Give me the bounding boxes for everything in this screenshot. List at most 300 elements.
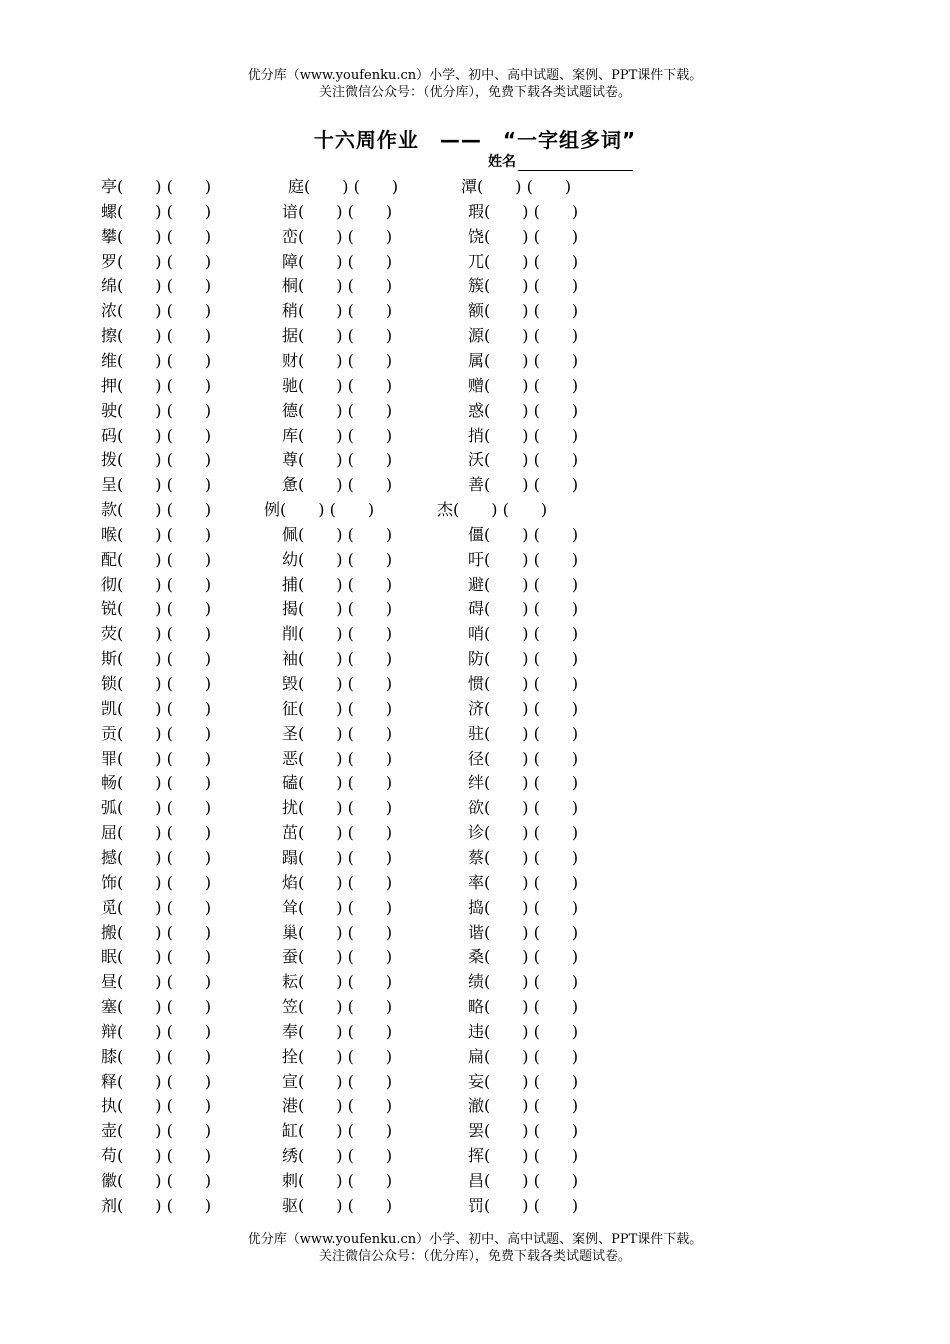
word-cell[interactable] — [468, 1143, 578, 1168]
word-cell[interactable] — [101, 348, 211, 373]
answer-blanks[interactable]: ( ) ( ) — [298, 226, 393, 246]
character: 眠 — [101, 947, 118, 967]
answer-blanks[interactable]: ( ) ( ) — [484, 823, 579, 843]
word-row — [0, 1044, 950, 1069]
character: 徽 — [101, 1171, 118, 1190]
word-cell[interactable] — [468, 621, 578, 646]
answer-blanks[interactable]: ( ) ( ) — [484, 201, 579, 221]
word-cell[interactable] — [468, 423, 578, 448]
word-cell[interactable] — [468, 721, 578, 746]
answer-blanks[interactable]: ( ) ( ) — [117, 897, 212, 917]
answer-blanks[interactable]: ( ) ( ) — [484, 847, 579, 867]
word-cell[interactable] — [282, 547, 392, 572]
answer-blanks[interactable]: ( ) ( ) — [484, 326, 579, 346]
answer-blanks[interactable]: ( ) ( ) — [117, 922, 212, 942]
answer-blanks[interactable]: ( ) ( ) — [117, 748, 212, 768]
character: 港 — [282, 1096, 299, 1116]
character: 妄 — [468, 1071, 485, 1091]
answer-blanks[interactable]: ( ) ( ) — [484, 1021, 579, 1041]
answer-blanks[interactable]: ( ) ( ) — [117, 425, 212, 445]
word-cell[interactable] — [468, 845, 578, 870]
character: 额 — [468, 301, 485, 321]
answer-blanks[interactable]: ( ) ( ) — [484, 798, 579, 818]
answer-blanks[interactable]: ( ) ( ) — [117, 450, 212, 470]
word-cell[interactable] — [101, 522, 211, 547]
word-cell[interactable] — [282, 1193, 392, 1218]
answer-blanks[interactable]: ( ) ( ) — [484, 524, 579, 544]
word-cell[interactable] — [468, 1118, 578, 1143]
answer-blanks[interactable]: ( ) ( ) — [298, 922, 393, 942]
answer-blanks[interactable]: ( ) ( ) — [298, 698, 393, 718]
answer-blanks[interactable]: ( ) ( ) — [117, 276, 212, 296]
answer-blanks[interactable]: ( ) ( ) — [117, 624, 212, 644]
answer-blanks[interactable]: ( ) ( ) — [484, 748, 579, 768]
word-row — [0, 820, 950, 845]
answer-blanks[interactable]: ( ) ( ) — [484, 922, 579, 942]
answer-blanks[interactable]: ( ) ( ) — [484, 549, 579, 569]
answer-blanks[interactable]: ( ) ( ) — [484, 1096, 579, 1116]
answer-blanks[interactable]: ( ) ( ) — [298, 847, 393, 867]
word-cell[interactable] — [282, 249, 392, 274]
answer-blanks[interactable]: ( ) ( ) — [298, 872, 393, 892]
word-row — [0, 373, 950, 398]
answer-blanks[interactable]: ( ) ( ) — [117, 375, 212, 395]
word-cell[interactable] — [468, 572, 578, 597]
answer-blanks[interactable]: ( ) ( ) — [298, 1071, 393, 1091]
word-cell[interactable] — [468, 249, 578, 274]
word-cell[interactable] — [101, 1069, 211, 1094]
answer-blanks[interactable]: ( ) ( ) — [298, 997, 393, 1017]
word-cell[interactable] — [101, 1143, 211, 1168]
word-cell[interactable] — [468, 447, 578, 472]
character: 桑 — [468, 947, 485, 967]
answer-blanks[interactable]: ( ) ( ) — [484, 972, 579, 992]
word-cell[interactable] — [282, 820, 392, 845]
character: 屈 — [101, 823, 118, 843]
word-cell[interactable] — [282, 920, 392, 945]
answer-blanks[interactable]: ( ) ( ) — [117, 475, 212, 495]
word-cell[interactable] — [101, 746, 211, 771]
word-cell[interactable] — [101, 174, 211, 199]
character: 惯 — [468, 674, 485, 693]
word-cell[interactable] — [101, 447, 211, 472]
answer-blanks[interactable]: ( ) ( ) — [484, 1195, 579, 1215]
word-cell[interactable] — [468, 920, 578, 945]
word-cell[interactable] — [282, 273, 392, 298]
answer-blanks[interactable]: ( ) ( ) — [117, 251, 212, 271]
answer-blanks[interactable]: ( ) ( ) — [117, 674, 212, 693]
word-cell[interactable] — [282, 696, 392, 721]
word-cell[interactable] — [101, 423, 211, 448]
answer-blanks[interactable]: ( ) ( ) — [298, 574, 393, 594]
answer-blanks[interactable]: ( ) ( ) — [484, 872, 579, 892]
word-cell[interactable] — [101, 1019, 211, 1044]
answer-blanks[interactable]: ( ) ( ) — [484, 599, 579, 619]
word-cell[interactable] — [101, 770, 211, 795]
word-cell[interactable] — [468, 795, 578, 820]
answer-blanks[interactable]: ( ) ( ) — [484, 897, 579, 917]
word-cell[interactable] — [468, 746, 578, 771]
answer-blanks[interactable]: ( ) ( ) — [484, 1071, 579, 1091]
word-row — [0, 596, 950, 621]
answer-blanks[interactable]: ( ) ( ) — [477, 177, 572, 196]
word-cell[interactable] — [282, 671, 392, 696]
answer-blanks[interactable]: ( ) ( ) — [117, 847, 212, 867]
answer-blanks[interactable]: ( ) ( ) — [117, 872, 212, 892]
word-cell[interactable] — [101, 870, 211, 895]
answer-blanks[interactable]: ( ) ( ) — [298, 1021, 393, 1041]
word-cell[interactable] — [282, 994, 392, 1019]
word-cell[interactable] — [468, 895, 578, 920]
answer-blanks[interactable]: ( ) ( ) — [484, 475, 579, 495]
word-cell[interactable] — [468, 547, 578, 572]
word-cell[interactable] — [468, 770, 578, 795]
character: 圣 — [282, 723, 299, 743]
character: 螺 — [101, 201, 118, 221]
answer-blanks[interactable]: ( ) ( ) — [117, 326, 212, 346]
answer-blanks[interactable]: ( ) ( ) — [117, 972, 212, 992]
answer-blanks[interactable]: ( ) ( ) — [298, 674, 393, 693]
answer-blanks[interactable]: ( ) ( ) — [298, 1096, 393, 1116]
answer-blanks[interactable]: ( ) ( ) — [117, 649, 212, 669]
answer-blanks[interactable]: ( ) ( ) — [117, 1121, 212, 1141]
word-cell[interactable] — [101, 646, 211, 671]
answer-blanks[interactable]: ( ) ( ) — [484, 674, 579, 693]
answer-blanks[interactable]: ( ) ( ) — [298, 301, 393, 321]
word-cell[interactable] — [288, 174, 398, 199]
answer-blanks[interactable]: ( ) ( ) — [484, 1121, 579, 1141]
word-cell[interactable] — [101, 994, 211, 1019]
answer-blanks[interactable]: ( ) ( ) — [117, 226, 212, 246]
answer-blanks[interactable]: ( ) ( ) — [117, 1046, 212, 1066]
word-cell[interactable] — [101, 472, 211, 497]
word-cell[interactable] — [282, 1143, 392, 1168]
answer-blanks[interactable]: ( ) ( ) — [484, 1171, 579, 1190]
word-cell[interactable] — [468, 199, 578, 224]
answer-blanks[interactable]: ( ) ( ) — [298, 276, 393, 296]
answer-blanks[interactable]: ( ) ( ) — [298, 823, 393, 843]
character: 径 — [468, 748, 485, 768]
word-cell[interactable] — [101, 845, 211, 870]
word-cell[interactable] — [468, 522, 578, 547]
word-cell[interactable] — [282, 770, 392, 795]
word-row — [0, 398, 950, 423]
answer-blanks[interactable]: ( ) ( ) — [298, 425, 393, 445]
word-cell[interactable] — [282, 1019, 392, 1044]
character: 谐 — [468, 922, 485, 942]
word-cell[interactable] — [468, 696, 578, 721]
answer-blanks[interactable]: ( ) ( ) — [484, 400, 579, 420]
answer-blanks[interactable]: ( ) ( ) — [484, 276, 579, 296]
word-cell[interactable] — [468, 373, 578, 398]
word-cell[interactable] — [468, 323, 578, 348]
answer-blanks[interactable]: ( ) ( ) — [117, 698, 212, 718]
word-cell[interactable] — [101, 1168, 211, 1193]
answer-blanks[interactable]: ( ) ( ) — [117, 400, 212, 420]
word-cell[interactable] — [282, 522, 392, 547]
answer-blanks[interactable]: ( ) ( ) — [117, 1146, 212, 1166]
answer-blanks[interactable]: ( ) ( ) — [484, 251, 579, 271]
word-cell[interactable] — [101, 969, 211, 994]
word-cell[interactable] — [101, 671, 211, 696]
answer-blanks[interactable]: ( ) ( ) — [298, 599, 393, 619]
answer-blanks[interactable]: ( ) ( ) — [298, 201, 393, 221]
word-row — [0, 920, 950, 945]
answer-blanks[interactable]: ( ) ( ) — [298, 400, 393, 420]
word-cell[interactable] — [282, 1168, 392, 1193]
word-cell[interactable] — [101, 273, 211, 298]
answer-blanks[interactable]: ( ) ( ) — [298, 723, 393, 743]
word-cell[interactable] — [468, 1044, 578, 1069]
answer-blanks[interactable]: ( ) ( ) — [117, 524, 212, 544]
name-field[interactable] — [488, 151, 633, 171]
word-cell[interactable] — [468, 472, 578, 497]
word-cell[interactable] — [282, 447, 392, 472]
answer-blanks[interactable]: ( ) ( ) — [484, 1046, 579, 1066]
word-cell[interactable] — [101, 249, 211, 274]
word-cell[interactable] — [264, 497, 374, 522]
word-cell[interactable] — [101, 572, 211, 597]
word-cell[interactable] — [101, 1044, 211, 1069]
answer-blanks[interactable]: ( ) ( ) — [484, 773, 579, 793]
answer-blanks[interactable]: ( ) ( ) — [298, 649, 393, 669]
answer-blanks[interactable]: ( ) ( ) — [117, 549, 212, 569]
character: 荧 — [101, 624, 118, 644]
answer-blanks[interactable]: ( ) ( ) — [484, 723, 579, 743]
word-cell[interactable] — [282, 646, 392, 671]
word-cell[interactable] — [101, 199, 211, 224]
answer-blanks[interactable]: ( ) ( ) — [484, 301, 579, 321]
character: 喉 — [101, 524, 118, 544]
character: 维 — [101, 350, 118, 370]
word-row — [0, 1069, 950, 1094]
answer-blanks[interactable]: ( ) ( ) — [298, 1121, 393, 1141]
answer-blanks[interactable]: ( ) ( ) — [298, 375, 393, 395]
answer-blanks[interactable]: ( ) ( ) — [280, 500, 375, 520]
word-cell[interactable] — [282, 373, 392, 398]
character: 巢 — [282, 922, 299, 942]
word-cell[interactable] — [282, 621, 392, 646]
character: 剂 — [101, 1195, 118, 1215]
answer-blanks[interactable]: ( ) ( ) — [453, 500, 548, 520]
answer-blanks[interactable]: ( ) ( ) — [117, 1096, 212, 1116]
word-cell[interactable] — [468, 1093, 578, 1118]
answer-blanks[interactable]: ( ) ( ) — [484, 1146, 579, 1166]
word-cell[interactable] — [468, 398, 578, 423]
answer-blanks[interactable]: ( ) ( ) — [484, 649, 579, 669]
word-cell[interactable] — [461, 174, 571, 199]
word-cell[interactable] — [101, 596, 211, 621]
answer-blanks[interactable]: ( ) ( ) — [484, 350, 579, 370]
word-cell[interactable] — [468, 994, 578, 1019]
word-cell[interactable] — [282, 1118, 392, 1143]
character: 凯 — [101, 698, 118, 718]
word-cell[interactable] — [282, 795, 392, 820]
word-cell[interactable] — [468, 1168, 578, 1193]
character: 畅 — [101, 773, 118, 793]
word-cell[interactable] — [282, 870, 392, 895]
word-cell[interactable] — [468, 1019, 578, 1044]
word-cell[interactable] — [282, 572, 392, 597]
word-cell[interactable] — [468, 646, 578, 671]
answer-blanks[interactable]: ( ) ( ) — [298, 972, 393, 992]
answer-blanks[interactable]: ( ) ( ) — [298, 947, 393, 967]
word-cell[interactable] — [468, 820, 578, 845]
word-cell[interactable] — [468, 870, 578, 895]
word-row — [0, 870, 950, 895]
answer-blanks[interactable]: ( ) ( ) — [117, 997, 212, 1017]
word-cell[interactable] — [282, 1069, 392, 1094]
word-cell[interactable] — [468, 944, 578, 969]
character: 塞 — [101, 997, 118, 1017]
answer-blanks[interactable]: ( ) ( ) — [298, 773, 393, 793]
answer-blanks[interactable]: ( ) ( ) — [117, 773, 212, 793]
word-cell[interactable] — [101, 795, 211, 820]
word-cell[interactable] — [101, 398, 211, 423]
answer-blanks[interactable]: ( ) ( ) — [484, 375, 579, 395]
answer-blanks[interactable]: ( ) ( ) — [298, 450, 393, 470]
word-cell[interactable] — [468, 596, 578, 621]
character: 笠 — [282, 997, 299, 1017]
word-cell[interactable] — [468, 298, 578, 323]
word-cell[interactable] — [101, 497, 211, 522]
answer-blanks[interactable]: ( ) ( ) — [484, 698, 579, 718]
answer-blanks[interactable]: ( ) ( ) — [298, 350, 393, 370]
character: 据 — [282, 326, 299, 346]
answer-blanks[interactable]: ( ) ( ) — [298, 1171, 393, 1190]
word-cell[interactable] — [282, 1044, 392, 1069]
answer-blanks[interactable]: ( ) ( ) — [298, 624, 393, 644]
word-cell[interactable] — [282, 398, 392, 423]
word-cell[interactable] — [101, 1093, 211, 1118]
answer-blanks[interactable]: ( ) ( ) — [484, 226, 579, 246]
word-cell[interactable] — [101, 1118, 211, 1143]
answer-blanks[interactable]: ( ) ( ) — [117, 599, 212, 619]
answer-blanks[interactable]: ( ) ( ) — [298, 251, 393, 271]
word-cell[interactable] — [437, 497, 547, 522]
character: 源 — [468, 326, 485, 346]
answer-blanks[interactable]: ( ) ( ) — [117, 1021, 212, 1041]
word-row — [0, 298, 950, 323]
word-cell[interactable] — [282, 596, 392, 621]
answer-blanks[interactable]: ( ) ( ) — [298, 748, 393, 768]
word-cell[interactable] — [282, 472, 392, 497]
word-cell[interactable] — [282, 423, 392, 448]
word-cell[interactable] — [282, 845, 392, 870]
answer-blanks[interactable]: ( ) ( ) — [298, 1046, 393, 1066]
character: 障 — [282, 251, 299, 271]
answer-blanks[interactable]: ( ) ( ) — [298, 549, 393, 569]
character: 恶 — [282, 748, 299, 768]
word-row — [0, 348, 950, 373]
answer-blanks[interactable]: ( ) ( ) — [117, 798, 212, 818]
character: 惑 — [468, 400, 485, 420]
answer-blanks[interactable]: ( ) ( ) — [484, 624, 579, 644]
word-cell[interactable] — [101, 298, 211, 323]
word-cell[interactable] — [101, 696, 211, 721]
word-cell[interactable] — [101, 547, 211, 572]
word-cell[interactable] — [468, 1069, 578, 1094]
word-cell[interactable] — [468, 671, 578, 696]
word-cell[interactable] — [282, 298, 392, 323]
answer-blanks[interactable]: ( ) ( ) — [298, 524, 393, 544]
answer-blanks[interactable]: ( ) ( ) — [298, 1146, 393, 1166]
answer-blanks[interactable]: ( ) ( ) — [117, 947, 212, 967]
answer-blanks[interactable]: ( ) ( ) — [117, 201, 212, 221]
answer-blanks[interactable]: ( ) ( ) — [117, 574, 212, 594]
word-cell[interactable] — [101, 373, 211, 398]
word-cell[interactable] — [282, 721, 392, 746]
word-cell[interactable] — [101, 1193, 211, 1218]
word-cell[interactable] — [101, 224, 211, 249]
word-cell[interactable] — [468, 969, 578, 994]
answer-blanks[interactable]: ( ) ( ) — [298, 798, 393, 818]
name-underline[interactable] — [518, 157, 633, 171]
character: 擦 — [101, 326, 118, 346]
word-cell[interactable] — [101, 721, 211, 746]
word-cell[interactable] — [468, 1193, 578, 1218]
word-cell[interactable] — [101, 323, 211, 348]
character: 昼 — [101, 972, 118, 992]
word-cell[interactable] — [101, 920, 211, 945]
word-cell[interactable] — [282, 199, 392, 224]
word-cell[interactable] — [282, 323, 392, 348]
word-cell[interactable] — [468, 348, 578, 373]
word-cell[interactable] — [101, 820, 211, 845]
character: 兀 — [468, 251, 485, 271]
character: 簇 — [468, 276, 485, 296]
answer-blanks[interactable]: ( ) ( ) — [298, 475, 393, 495]
word-cell[interactable] — [468, 273, 578, 298]
answer-blanks[interactable]: ( ) ( ) — [117, 177, 212, 196]
answer-blanks[interactable]: ( ) ( ) — [304, 177, 399, 196]
answer-blanks[interactable]: ( ) ( ) — [117, 301, 212, 321]
answer-blanks[interactable]: ( ) ( ) — [117, 1071, 212, 1091]
word-cell[interactable] — [282, 1093, 392, 1118]
word-cell[interactable] — [282, 746, 392, 771]
character: 饰 — [101, 872, 118, 892]
answer-blanks[interactable]: ( ) ( ) — [484, 997, 579, 1017]
character: 绵 — [101, 276, 118, 296]
word-cell[interactable] — [282, 944, 392, 969]
answer-blanks[interactable]: ( ) ( ) — [484, 574, 579, 594]
answer-blanks[interactable]: ( ) ( ) — [298, 326, 393, 346]
answer-blanks[interactable]: ( ) ( ) — [117, 1195, 212, 1215]
answer-blanks[interactable]: ( ) ( ) — [117, 1171, 212, 1190]
answer-blanks[interactable]: ( ) ( ) — [117, 723, 212, 743]
answer-blanks[interactable]: ( ) ( ) — [117, 823, 212, 843]
word-cell[interactable] — [282, 969, 392, 994]
word-cell[interactable] — [282, 224, 392, 249]
character: 辩 — [101, 1021, 118, 1041]
answer-blanks[interactable]: ( ) ( ) — [484, 425, 579, 445]
character: 彻 — [101, 574, 118, 594]
answer-blanks[interactable]: ( ) ( ) — [484, 450, 579, 470]
word-cell[interactable] — [282, 348, 392, 373]
word-cell[interactable] — [101, 895, 211, 920]
answer-blanks[interactable]: ( ) ( ) — [117, 500, 212, 520]
word-cell[interactable] — [101, 944, 211, 969]
character: 扰 — [282, 798, 299, 818]
answer-blanks[interactable]: ( ) ( ) — [484, 947, 579, 967]
word-row — [0, 1019, 950, 1044]
answer-blanks[interactable]: ( ) ( ) — [298, 897, 393, 917]
word-cell[interactable] — [101, 621, 211, 646]
answer-blanks[interactable]: ( ) ( ) — [298, 1195, 393, 1215]
word-cell[interactable] — [468, 224, 578, 249]
answer-blanks[interactable]: ( ) ( ) — [117, 350, 212, 370]
word-cell[interactable] — [282, 895, 392, 920]
